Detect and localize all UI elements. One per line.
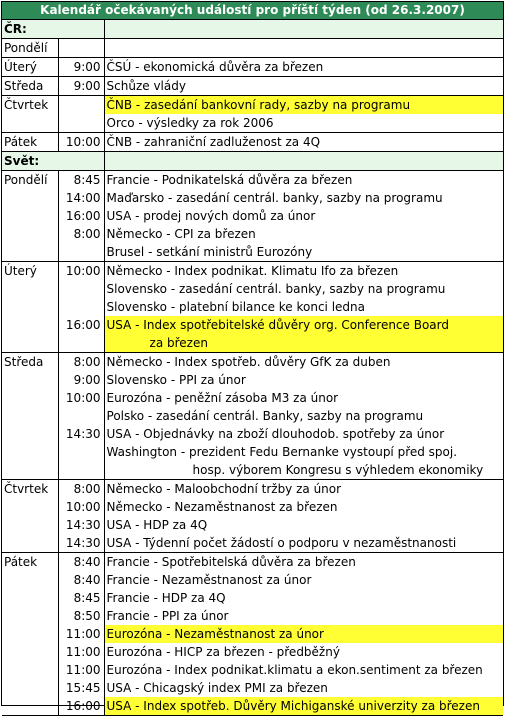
day-cell bbox=[2, 607, 58, 625]
day-cell bbox=[2, 371, 58, 389]
event-cell: Schůze vlády bbox=[104, 77, 503, 96]
time-cell: 14:30 bbox=[58, 425, 104, 443]
day-cell bbox=[2, 461, 58, 480]
event-cell: Německo - Index podnikat. Klimatu Ifo za březen bbox=[104, 262, 503, 281]
day-cell: Úterý bbox=[2, 262, 58, 281]
event-cell: Eurozóna - HICP za březen - předběžný bbox=[106, 645, 340, 659]
section-cr-label: ČR: bbox=[2, 20, 104, 39]
event-cell: USA - Index spotřebitelské důvěry org. Conference Board bbox=[104, 316, 503, 334]
day-cell bbox=[2, 498, 58, 516]
svet-row bbox=[2, 480, 503, 499]
day-cell: Pátek bbox=[2, 553, 58, 572]
time-cell: 10:00 bbox=[58, 498, 104, 516]
time-cell: 8:40 bbox=[58, 553, 104, 572]
day-cell bbox=[2, 589, 58, 607]
time-cell: 8:45 bbox=[58, 589, 104, 607]
time-cell: 16:00 bbox=[58, 316, 104, 334]
event-cell: Německo - Index spotřeb. důvěry GfK za duben bbox=[104, 353, 503, 372]
svet-row bbox=[2, 534, 503, 553]
time-cell: 8:00 bbox=[58, 225, 104, 243]
day-cell: Středa bbox=[2, 77, 58, 96]
svet-row bbox=[2, 225, 503, 243]
day-cell bbox=[2, 625, 58, 643]
time-cell: 8:00 bbox=[58, 353, 104, 372]
svet-row bbox=[2, 207, 503, 225]
event-cell: Orco - výsledky za rok 2006 bbox=[104, 114, 503, 133]
day-cell bbox=[2, 697, 58, 716]
time-cell: 14:00 bbox=[58, 189, 104, 207]
svet-row bbox=[2, 553, 503, 572]
day-cell: Úterý bbox=[2, 58, 58, 77]
svet-row bbox=[2, 697, 503, 716]
time-cell: 16:00 bbox=[58, 207, 104, 225]
section-svet-label: Svět: bbox=[2, 152, 104, 171]
time-cell: 9:00 bbox=[58, 58, 104, 77]
cr-row bbox=[2, 114, 503, 133]
day-cell: Pondělí bbox=[2, 171, 58, 190]
event-cell: Eurozóna - Index podnikat.klimatu a ekon.sentiment za březen bbox=[106, 663, 483, 677]
svet-row bbox=[2, 443, 503, 461]
svet-row bbox=[2, 243, 503, 261]
event-cell: Eurozóna - peněžní zásoba M3 za únor bbox=[106, 391, 339, 405]
event-cell: Slovensko - platební bilance ke konci ledna bbox=[106, 300, 366, 314]
time-cell: 10:00 bbox=[58, 133, 104, 152]
day-cell: Středa bbox=[2, 353, 58, 372]
day-cell bbox=[2, 425, 58, 443]
event-cell: USA - HDP za 4Q bbox=[106, 518, 208, 532]
day-cell bbox=[2, 243, 58, 261]
event-cell: Slovensko - zasedání centrál. banky, sazby na programu bbox=[106, 282, 446, 296]
time-cell bbox=[58, 280, 104, 298]
time-cell: 9:00 bbox=[58, 77, 104, 96]
events-table bbox=[2, 20, 503, 716]
event-cell: Washington - prezident Fedu Bernanke vystoupí před spoj. bbox=[106, 445, 458, 459]
svet-row bbox=[2, 607, 503, 625]
time-cell bbox=[58, 298, 104, 316]
event-cell: USA - Index spotřeb. Důvěry Michiganské univerzity za březen bbox=[104, 697, 503, 716]
event-cell: Německo - CPI za březen bbox=[106, 227, 256, 241]
day-cell bbox=[2, 189, 58, 207]
event-cell: Německo - Nezaměstnanost za březen bbox=[106, 500, 338, 514]
event-cell: ČNB - zahraniční zadluženost za 4Q bbox=[104, 133, 503, 152]
time-cell: 10:00 bbox=[58, 389, 104, 407]
day-cell bbox=[2, 407, 58, 425]
time-cell bbox=[58, 96, 104, 115]
event-cell: Německo - Maloobchodní tržby za únor bbox=[104, 480, 503, 499]
event-cell: hosp. výborem Kongresu s výhledem ekonomiky bbox=[104, 461, 503, 480]
day-cell bbox=[2, 207, 58, 225]
section-cr-row bbox=[2, 20, 503, 39]
event-cell: Brusel - setkání ministrů Eurozóny bbox=[106, 245, 313, 259]
svet-row bbox=[2, 661, 503, 679]
time-cell: 16:00 bbox=[58, 697, 104, 716]
day-cell bbox=[2, 389, 58, 407]
svet-row bbox=[2, 334, 503, 353]
event-cell: Maďarsko - zasedání centrál. banky, sazby na programu bbox=[106, 191, 443, 205]
svet-row bbox=[2, 589, 503, 607]
day-cell bbox=[2, 114, 58, 133]
svet-row bbox=[2, 280, 503, 298]
section-svet-blank bbox=[104, 152, 503, 171]
svet-row bbox=[2, 498, 503, 516]
time-cell bbox=[58, 114, 104, 133]
section-cr-blank bbox=[104, 20, 503, 39]
cr-row bbox=[2, 133, 503, 152]
time-cell: 8:50 bbox=[58, 607, 104, 625]
time-cell: 11:00 bbox=[58, 643, 104, 661]
day-cell bbox=[2, 571, 58, 589]
time-cell bbox=[58, 39, 104, 58]
event-cell: za březen bbox=[104, 334, 503, 353]
day-cell bbox=[2, 534, 58, 553]
event-cell: USA - Chicagský index PMI za březen bbox=[106, 681, 328, 695]
time-cell: 8:45 bbox=[58, 171, 104, 190]
cr-row bbox=[2, 96, 503, 115]
time-cell bbox=[58, 461, 104, 480]
time-cell: 8:40 bbox=[58, 571, 104, 589]
svet-row bbox=[2, 625, 503, 643]
cr-row bbox=[2, 58, 503, 77]
time-cell: 11:00 bbox=[58, 625, 104, 643]
time-cell: 15:45 bbox=[58, 679, 104, 697]
svet-row bbox=[2, 571, 503, 589]
day-cell bbox=[2, 280, 58, 298]
event-cell: ČSÚ - ekonomická důvěra za březen bbox=[104, 58, 503, 77]
time-cell bbox=[58, 443, 104, 461]
event-cell: ČNB - zasedání bankovní rady, sazby na programu bbox=[104, 96, 503, 115]
svet-row bbox=[2, 262, 503, 281]
day-cell bbox=[2, 225, 58, 243]
time-cell: 14:30 bbox=[58, 516, 104, 534]
event-cell: Slovensko - PPI za únor bbox=[106, 373, 246, 387]
svet-row bbox=[2, 316, 503, 334]
time-cell: 10:00 bbox=[58, 262, 104, 281]
svet-row bbox=[2, 461, 503, 480]
day-cell: Pátek bbox=[2, 133, 58, 152]
day-cell bbox=[2, 316, 58, 334]
table-title: Kalendář očekávaných událostí pro příští týden (od 26.3.2007) bbox=[2, 2, 503, 20]
day-cell: Čtvrtek bbox=[2, 96, 58, 115]
svet-row bbox=[2, 298, 503, 316]
day-cell bbox=[2, 443, 58, 461]
event-cell: USA - Objednávky na zboží dlouhodob. spotřeby za únor bbox=[106, 427, 445, 441]
event-cell: Francie - PPI za únor bbox=[106, 609, 229, 623]
event-cell: Francie - Nezaměstnanost za únor bbox=[106, 573, 312, 587]
svet-row bbox=[2, 353, 503, 372]
day-cell bbox=[2, 643, 58, 661]
time-cell bbox=[58, 243, 104, 261]
svet-row bbox=[2, 371, 503, 389]
day-cell: Pondělí bbox=[2, 39, 58, 58]
day-cell bbox=[2, 298, 58, 316]
section-svet-row bbox=[2, 152, 503, 171]
time-cell bbox=[58, 334, 104, 353]
svet-row bbox=[2, 189, 503, 207]
event-cell: Polsko - zasedání centrál. Banky, sazby na programu bbox=[106, 409, 424, 423]
cr-row bbox=[2, 77, 503, 96]
event-cell: Eurozóna - Nezaměstnanost za únor bbox=[104, 625, 503, 643]
svet-row bbox=[2, 425, 503, 443]
event-cell: USA - Týdenní počet žádostí o podporu v nezaměstnanosti bbox=[104, 534, 503, 553]
event-cell bbox=[104, 39, 503, 58]
day-cell bbox=[2, 679, 58, 697]
svet-row bbox=[2, 171, 503, 190]
time-cell: 8:00 bbox=[58, 480, 104, 499]
svet-row bbox=[2, 389, 503, 407]
svet-row bbox=[2, 516, 503, 534]
time-cell: 9:00 bbox=[58, 371, 104, 389]
event-cell: Francie - HDP za 4Q bbox=[106, 591, 226, 605]
event-cell: USA - prodej nových domů za únor bbox=[106, 209, 316, 223]
cr-row bbox=[2, 39, 503, 58]
event-cell: Francie - Podnikatelská důvěra za březen bbox=[104, 171, 503, 190]
time-cell bbox=[58, 407, 104, 425]
svet-row bbox=[2, 679, 503, 697]
day-cell bbox=[2, 516, 58, 534]
time-cell: 14:30 bbox=[58, 534, 104, 553]
calendar-table-frame bbox=[1, 1, 504, 713]
time-cell: 11:00 bbox=[58, 661, 104, 679]
svet-row bbox=[2, 407, 503, 425]
svet-row bbox=[2, 643, 503, 661]
day-cell bbox=[2, 661, 58, 679]
day-cell: Čtvrtek bbox=[2, 480, 58, 499]
event-cell: Francie - Spotřebitelská důvěra za březen bbox=[104, 553, 503, 572]
day-cell bbox=[2, 334, 58, 353]
